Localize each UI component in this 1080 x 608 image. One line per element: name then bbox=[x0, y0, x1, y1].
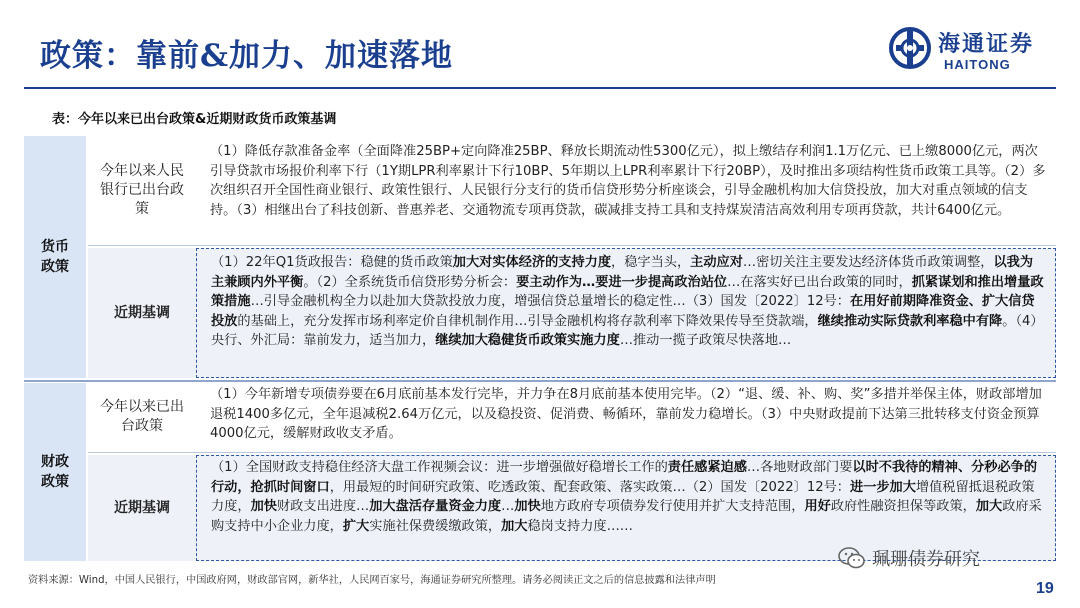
row-divider bbox=[88, 452, 1056, 453]
body-text: …推动一揽子政策尽快落地… bbox=[619, 333, 792, 349]
body-text: 的基础上，充分发挥市场利率定价自律机制作用…引导金融机构将存款利率下降效果传导至贷款端， bbox=[237, 313, 818, 329]
body-text: ，用最短的时间研究政策、吃透政策、配套政策、落实政策…（2）国发〔2022〕12号： bbox=[329, 479, 850, 495]
monetary-issued-content bbox=[196, 136, 1056, 244]
emphasis-text: 继续推动实际贷款利率稳中有降 bbox=[817, 313, 1003, 329]
category-fiscal bbox=[24, 383, 86, 561]
row-label-monetary-issued bbox=[88, 136, 196, 244]
emphasis-text: 用好 bbox=[804, 499, 831, 515]
emphasis-text: 以我为主兼顾内外平衡 bbox=[211, 255, 1034, 290]
body-text: … bbox=[501, 499, 515, 515]
row-label-monetary-recent bbox=[88, 248, 196, 378]
emphasis-text: 要主动作为…要进一步提高政治站位 bbox=[516, 274, 728, 290]
section-divider bbox=[24, 380, 1056, 382]
row-label-text: 今年以来已出台政策 bbox=[100, 399, 184, 434]
category-monetary bbox=[24, 136, 86, 378]
wechat-watermark bbox=[838, 545, 980, 571]
body-text: 政府采购支持中小企业力度， bbox=[211, 499, 1042, 534]
body-text: 。（2）全系统货币信贷形势分析会： bbox=[303, 274, 517, 290]
row-label-fiscal-recent bbox=[88, 455, 196, 561]
body-text: （1）22年Q1货政报告：稳健的货币政策 bbox=[211, 255, 453, 270]
emphasis-text: 加大 bbox=[501, 518, 528, 534]
body-text: 实施社保费缓缴政策， bbox=[369, 518, 502, 534]
fiscal-issued-text: （1）今年新增专项债券要在6月底前基本发行完毕，并力争在8月底前基本使用完毕。（2）“退、缓、补、购、奖”多措并举保主体，财政部增加退税1400多亿元，全年退减税2.64万亿元，以及稳投资、促消费、畅循环，靠前发力稳增长。（3）中央财政提前下达第三批转移支付资金预算4000亿元，缓解财政收支矛盾。 bbox=[210, 387, 1042, 442]
body-text: 增值税留抵退税政策力度， bbox=[211, 479, 1035, 515]
page-number: 19 bbox=[1036, 580, 1054, 597]
body-text: 地方政府专项债券发行使用并扩大支持范围， bbox=[540, 499, 805, 515]
row-label-text: 今年以来人民银行已出台政策 bbox=[100, 162, 184, 217]
company-logo bbox=[888, 24, 1048, 76]
fiscal-issued-content bbox=[196, 383, 1056, 451]
wechat-icon bbox=[838, 546, 866, 570]
category-monetary-label: 货币政策 bbox=[41, 239, 69, 275]
monetary-recent-content bbox=[196, 248, 1056, 378]
body-text: 。（4）央行、外汇局：靠前发力，适当加力， bbox=[211, 313, 1044, 349]
monetary-issued-text: （1）降低存款准备金率（全面降准25BP+定向降准25BP、释放长期流动性5300亿元），拟上缴结存利润1.1万亿元、已上缴8000亿元，两次引导贷款市场报价利率下行（1Y期LPR利率累计下行10BP、5年期以上LPR利率累计下行20BP），及时推出多项结构性货币政策工具等。（2）多次组织召开全国性商业银行、政策性银行、人民银行分支行的货币信贷形势分析座谈会，引导金融机构加大信贷投放，加大对重点领域的信支持。（3）相继出台了科技创新、普惠养老、交通物流专项再贷款，碳减排支持工具和支持煤炭清洁高效利用专项再贷款，共计6400亿元。 bbox=[210, 144, 1046, 218]
emphasis-text: 进一步加大 bbox=[849, 479, 916, 495]
body-text: 稳岗支持力度…… bbox=[527, 518, 633, 534]
body-text: …在落实好已出台政策的同时， bbox=[727, 274, 912, 290]
title-divider bbox=[24, 87, 1056, 89]
logo-chinese-name: 海通证券 bbox=[938, 31, 1035, 57]
emphasis-text: 扩大 bbox=[342, 518, 370, 534]
emphasis-text: 继续加大稳健货币政策实施力度 bbox=[435, 333, 620, 349]
emphasis-text: 主动应对 bbox=[690, 255, 743, 270]
source-note: 资料来源：Wind，中国人民银行，中国政府网，财政部官网，新华社，人民网百家号，海通证券研究所整理。请务必阅读正文之后的信息披露和法律声明 bbox=[28, 575, 716, 586]
wechat-account-name: 珮珊债券研究 bbox=[872, 549, 980, 570]
body-text: （1）全国财政支持稳住经济大盘工作视频会议：进一步增强做好稳增长工作的 bbox=[211, 460, 668, 475]
haitong-logo-icon bbox=[888, 26, 932, 70]
row-divider bbox=[88, 245, 1056, 246]
row-label-text: 近期基调 bbox=[114, 499, 170, 516]
emphasis-text: 加大盘活存量资金力度 bbox=[369, 499, 502, 515]
row-label-fiscal-issued bbox=[88, 383, 196, 451]
body-text: …各地财政部门要 bbox=[746, 460, 853, 475]
emphasis-text: 责任感紧迫感 bbox=[667, 460, 747, 475]
emphasis-text: 在用好前期降准资金、扩大信贷投放 bbox=[211, 294, 1035, 329]
logo-english-name: HAITONG bbox=[944, 57, 1011, 72]
emphasis-text: 加大 bbox=[975, 499, 1003, 515]
body-text: ，稳字当头， bbox=[611, 255, 691, 270]
body-text: 财政支出进度… bbox=[276, 499, 370, 515]
body-text: …引导金融机构全力以赴加大贷款投放力度，增强信贷总量增长的稳定性…（3）国发〔2022〕12号： bbox=[250, 294, 850, 310]
category-fiscal-label: 财政政策 bbox=[41, 454, 69, 490]
table-caption: 表：今年以来已出台政策&近期财政货币政策基调 bbox=[52, 112, 337, 127]
emphasis-text: 加快 bbox=[514, 499, 541, 515]
emphasis-text: 加大对实体经济的支持力度 bbox=[452, 255, 612, 270]
emphasis-text: 以时不我待的精神、分秒必争的行动，抢抓时间窗口 bbox=[211, 460, 1038, 495]
row-label-text: 近期基调 bbox=[114, 304, 170, 321]
emphasis-text: 抓紧谋划和推出增量政策措施 bbox=[211, 274, 1044, 310]
body-text: 政府性融资担保等政策， bbox=[830, 499, 976, 515]
emphasis-text: 加快 bbox=[250, 499, 277, 515]
body-text: …密切关注主要发达经济体货币政策调整， bbox=[742, 255, 994, 270]
page-title: 政策：靠前&加力、加速落地 bbox=[40, 38, 453, 74]
